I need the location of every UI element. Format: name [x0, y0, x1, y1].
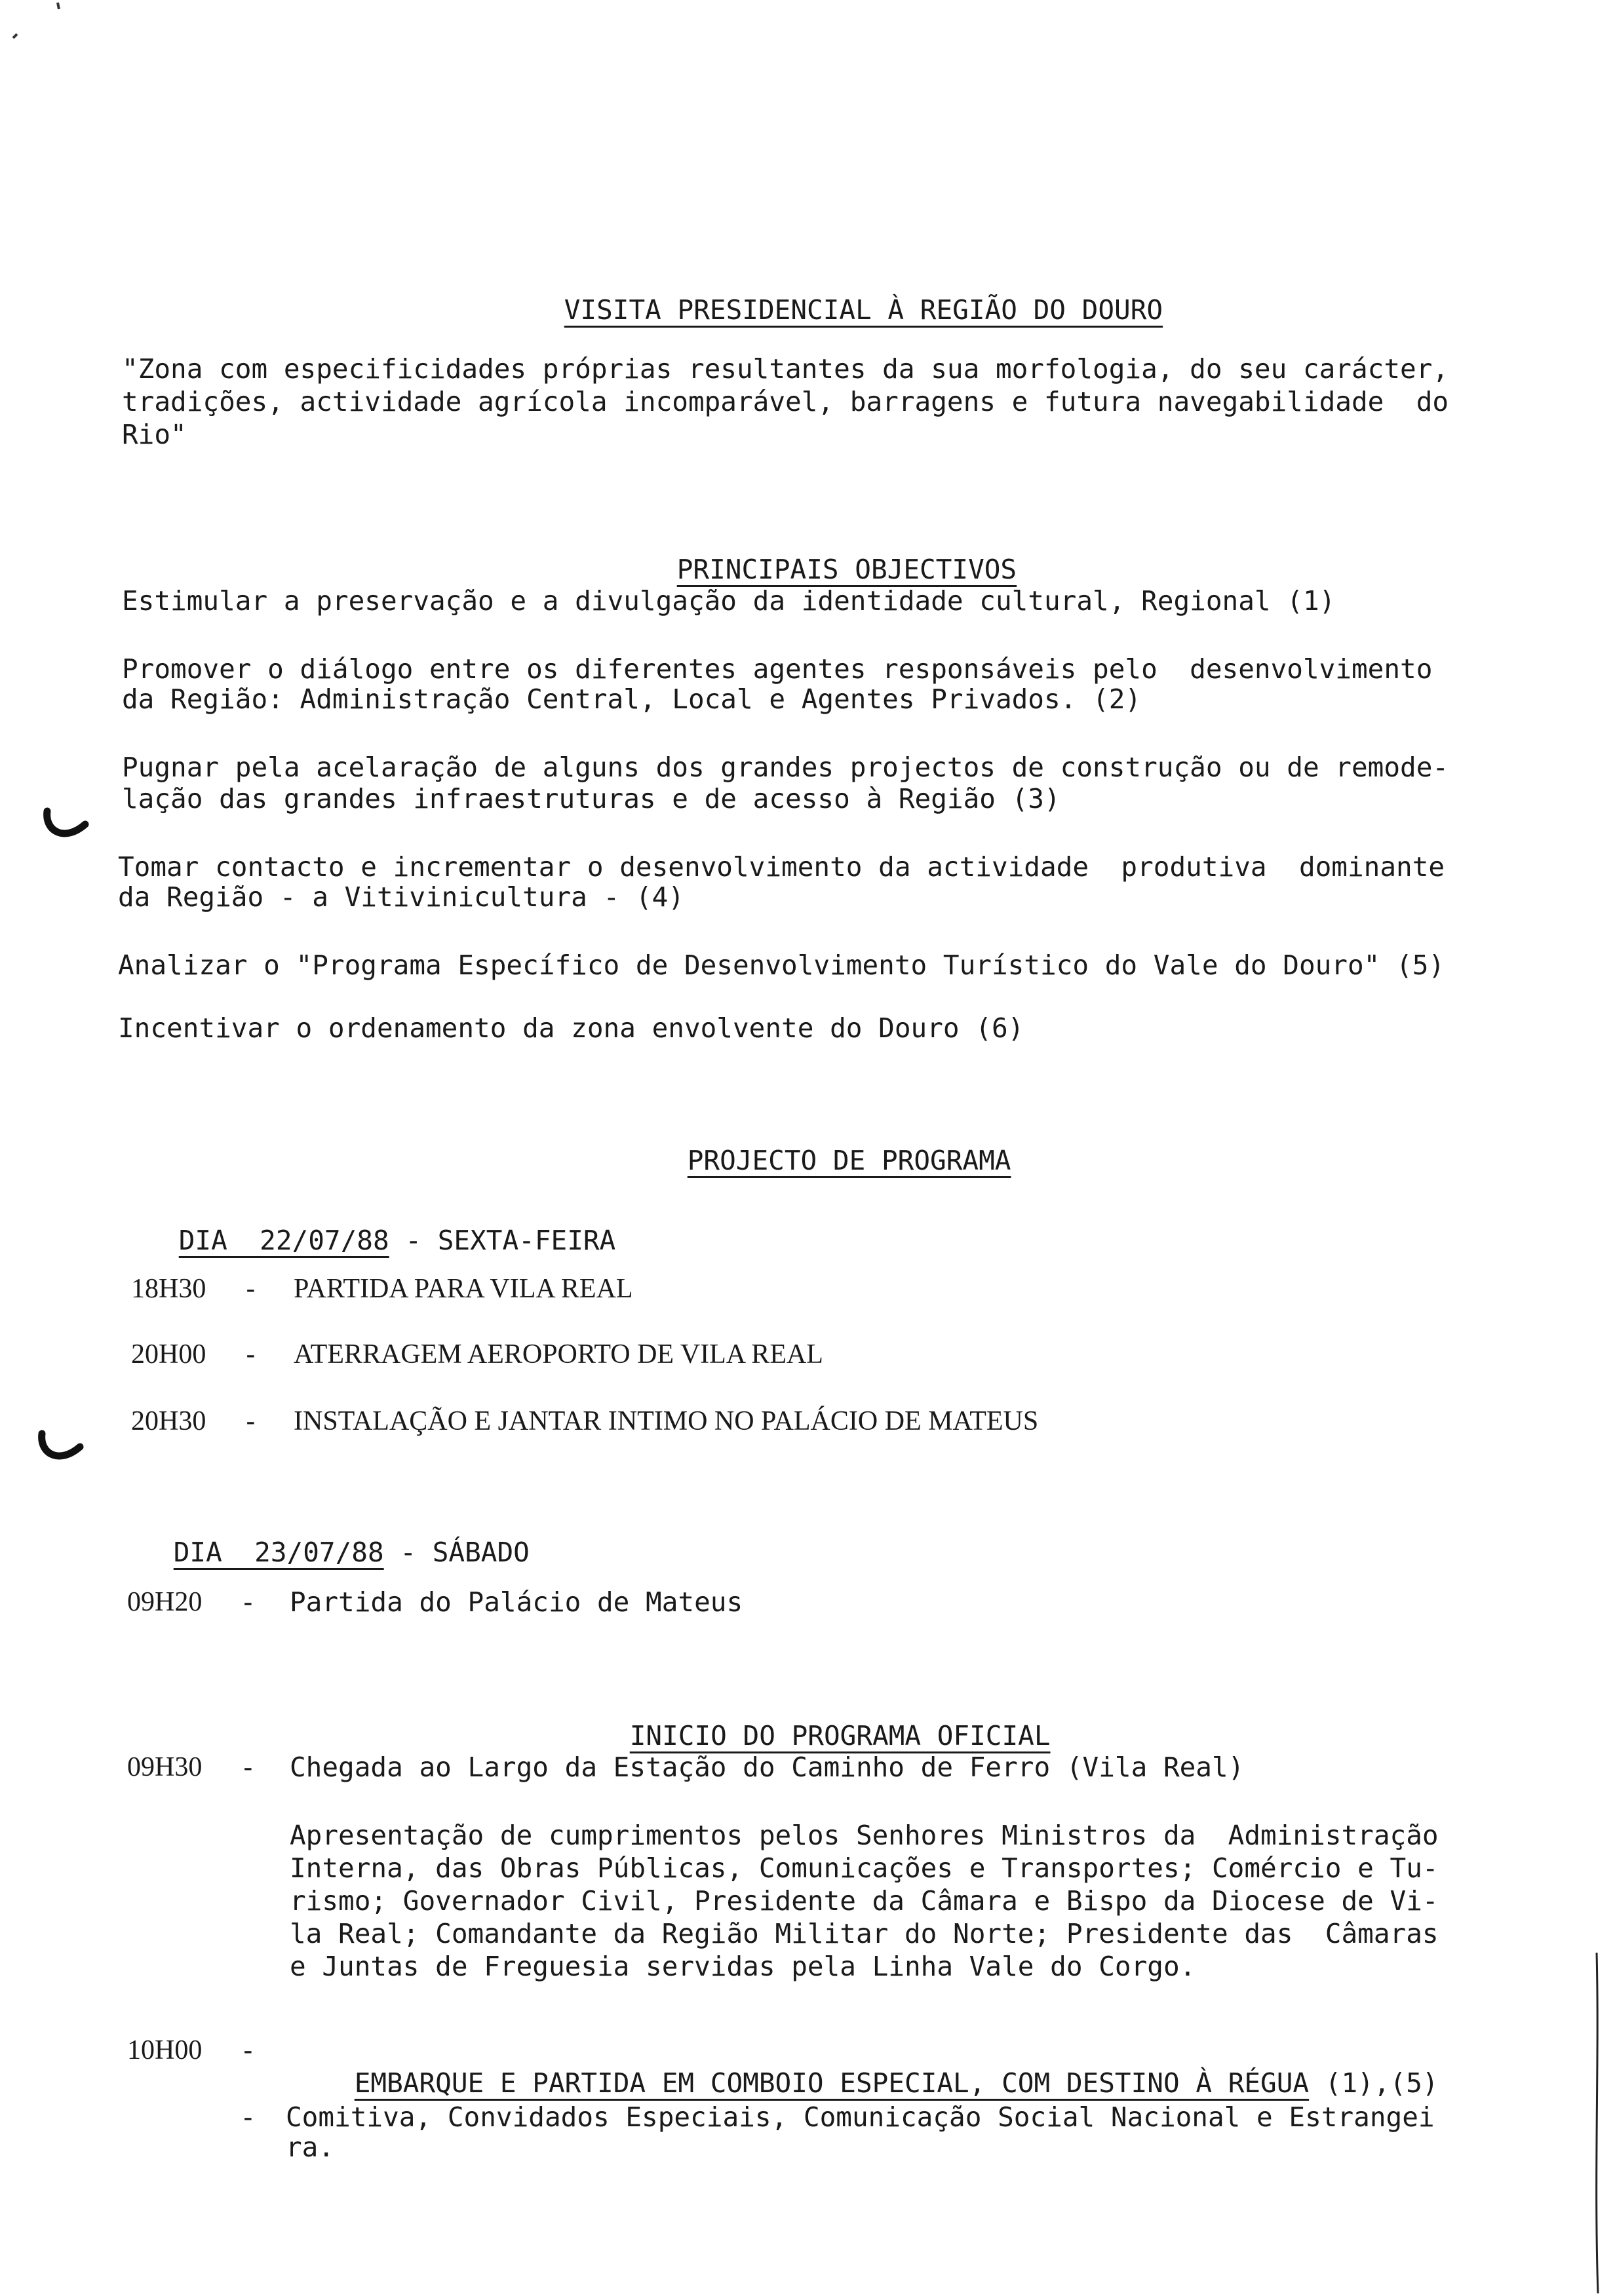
objective-2-line-1: Promover o diálogo entre os diferentes agentes responsáveis pelo desenvolvimento: [122, 653, 1433, 685]
official-item2-refs: (1),(5): [1309, 2067, 1439, 2099]
day1-separator: -: [389, 1225, 438, 1256]
day1-item2-dash: -: [243, 1339, 259, 1370]
official-item1-dash: -: [240, 1751, 256, 1783]
day1-date: DIA 22/07/88: [178, 1225, 389, 1256]
program-heading: PROJECTO DE PROGRAMA: [687, 1145, 1011, 1176]
official-item2-detail-1: Comitiva, Convidados Especiais, Comunicação Social Nacional e Estrangei: [286, 2101, 1435, 2133]
official-item1-detail-3: rismo; Governador Civil, Presidente da Câmara e Bispo da Diocese de Vi-: [290, 1885, 1439, 1917]
day2-item1-dash: -: [240, 1586, 256, 1618]
official-item1-detail-1: Apresentação de cumprimentos pelos Senhores Ministros da Administração: [290, 1820, 1439, 1851]
page-edge-line: [1585, 1953, 1611, 2293]
official-item1-detail-4: la Real; Comandante da Região Militar do Norte; Presidente das Câmaras: [290, 1918, 1439, 1949]
page-title: VISITA PRESIDENCIAL À REGIÃO DO DOURO: [564, 294, 1163, 326]
objective-2-line-2: da Região: Administração Central, Local e Agentes Privados. (2): [122, 683, 1142, 715]
day2-item1-time: 09H20: [127, 1587, 203, 1617]
day1-item3-time: 20H30: [131, 1406, 206, 1436]
official-heading: INICIO DO PROGRAMA OFICIAL: [629, 1720, 1051, 1751]
objective-4-line-1: Tomar contacto e incrementar o desenvolvimento da actividade produtiva dominante: [118, 851, 1445, 883]
day1-item3-text: INSTALAÇÃO E JANTAR INTIMO NO PALÁCIO DE MATEUS: [294, 1406, 1039, 1436]
objective-1: Estimular a preservação e a divulgação da identidade cultural, Regional (1): [122, 585, 1336, 617]
official-item1-detail-2: Interna, das Obras Públicas, Comunicações e Transportes; Comércio e Tu-: [290, 1852, 1439, 1884]
objective-3-line-1: Pugnar pela acelaração de alguns dos grandes projectos de construção ou de remode-: [122, 752, 1449, 783]
day1-item1-time: 18H30: [131, 1274, 206, 1304]
official-item2-dash: -: [240, 2035, 256, 2066]
official-item2-detail-2: ra.: [286, 2132, 335, 2163]
day2-item1-text: Partida do Palácio de Mateus: [290, 1586, 743, 1618]
official-item1-time: 09H30: [127, 1752, 203, 1782]
objective-4-line-2: da Região - a Vitivinicultura - (4): [118, 881, 684, 913]
quote-line-1: "Zona com especificidades próprias resultantes da sua morfologia, do seu carácter,: [122, 353, 1449, 385]
official-item2-time: 10H00: [127, 2035, 203, 2065]
objective-3-line-2: lação das grandes infraestruturas e de acesso à Região (3): [122, 783, 1060, 814]
official-item1-detail-5: e Juntas de Freguesia servidas pela Linha Vale do Corgo.: [290, 1951, 1196, 1982]
official-item2-text: EMBARQUE E PARTIDA EM COMBOIO ESPECIAL, COM DESTINO À RÉGUA: [354, 2067, 1310, 2099]
punch-hole-mark-bottom: [34, 1422, 93, 1474]
day1-item2-time: 20H00: [131, 1339, 206, 1369]
day1-item1-text: PARTIDA PARA VILA REAL: [294, 1274, 633, 1304]
corner-speck: [7, 0, 66, 46]
quote-line-3: Rio": [122, 419, 187, 450]
day2-separator: -: [383, 1537, 433, 1568]
objectives-heading: PRINCIPAIS OBJECTIVOS: [676, 554, 1017, 585]
day1-weekday: SEXTA-FEIRA: [437, 1225, 616, 1256]
day1-item2-text: ATERRAGEM AEROPORTO DE VILA REAL: [294, 1339, 823, 1369]
objective-5: Analizar o "Programa Específico de Desenvolvimento Turístico do Vale do Douro" (5): [118, 949, 1445, 981]
day1-item1-dash: -: [243, 1273, 259, 1305]
day2-weekday: SÁBADO: [432, 1537, 530, 1568]
punch-hole-mark-top: [39, 799, 98, 852]
official-item2-detail-dash: -: [240, 2101, 256, 2133]
day1-item3-dash: -: [243, 1406, 259, 1437]
day2-date: DIA 23/07/88: [173, 1537, 384, 1568]
quote-line-2: tradições, actividade agrícola incomparável, barragens e futura navegabilidade do: [122, 386, 1449, 417]
objective-6: Incentivar o ordenamento da zona envolvente do Douro (6): [118, 1012, 1024, 1044]
official-item1-text: Chegada ao Largo da Estação do Caminho de Ferro (Vila Real): [290, 1751, 1245, 1783]
